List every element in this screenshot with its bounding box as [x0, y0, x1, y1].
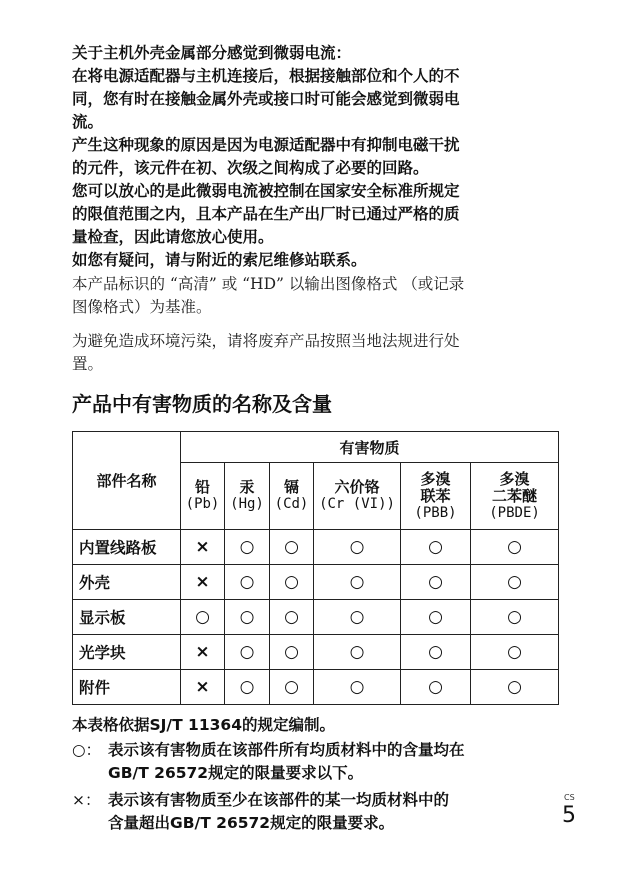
notice-line: 量检查，因此请您放心使用。 — [72, 228, 274, 246]
content-mark: × — [181, 565, 225, 600]
content-mark: ○ — [225, 565, 270, 600]
substance-symbol: (Hg) — [230, 496, 264, 512]
hd-note-line: 本产品标识的 “高清” 或 “HD” 以输出图像格式 （或记录 — [72, 275, 465, 293]
content-mark: ○ — [471, 670, 559, 705]
substance-header-pbb — [401, 463, 471, 530]
content-mark: ○ — [270, 635, 314, 670]
notice-line: 流。 — [72, 113, 104, 131]
substance-header-cadmium — [270, 463, 314, 530]
substance-name-2: 二苯醚 — [492, 486, 538, 505]
notice-line: 同，您有时在接触金属外壳或接口时可能会感觉到微弱电 — [72, 90, 460, 108]
part-name: 光学块 — [73, 635, 181, 670]
table-row — [73, 635, 559, 670]
table-row — [73, 600, 559, 635]
legend-circle-text-1: 表示该有害物质在该部件所有均质材料中的含量均在 — [108, 741, 465, 759]
legend-circle-text-2: GB/T 26572规定的限量要求以下。 — [108, 764, 364, 782]
page-number: 5 — [562, 803, 576, 828]
section-title: 产品中有害物质的名称及含量 — [72, 392, 332, 416]
content-mark: ○ — [225, 600, 270, 635]
content-mark: ○ — [225, 530, 270, 565]
content-mark: ○ — [401, 530, 471, 565]
substance-header-chromium — [314, 463, 401, 530]
substance-header-lead — [181, 463, 225, 530]
notice-line: 如您有疑问，请与附近的索尼维修站联系。 — [72, 251, 367, 269]
substance-name-2: 联苯 — [420, 486, 451, 505]
substance-symbol: (PBB) — [414, 504, 457, 521]
environment-note — [72, 330, 550, 376]
part-name: 外壳 — [73, 565, 181, 600]
content-mark: ○ — [401, 670, 471, 705]
part-name-header: 部件名称 — [73, 432, 181, 530]
substance-group-header: 有害物质 — [181, 432, 559, 463]
leakage-current-notice — [72, 42, 550, 272]
table-row — [73, 565, 559, 600]
notice-line: 的限值范围之内，且本产品在生产出厂时已通过严格的质 — [72, 205, 460, 223]
content-mark: ○ — [401, 600, 471, 635]
part-name: 内置线路板 — [73, 530, 181, 565]
part-name: 附件 — [73, 670, 181, 705]
content-mark: ○ — [314, 530, 401, 565]
notice-line: 关于主机外壳金属部分感觉到微弱电流： — [72, 44, 352, 62]
content-mark: × — [181, 530, 225, 565]
substance-symbol: (Cd) — [274, 496, 309, 512]
part-name: 显示板 — [73, 600, 181, 635]
content-mark: ○ — [401, 565, 471, 600]
content-mark: ○ — [401, 635, 471, 670]
env-note-line: 置。 — [72, 355, 104, 373]
content-mark: ○ — [314, 670, 401, 705]
content-mark: ○ — [270, 530, 314, 565]
content-mark: ○ — [270, 565, 314, 600]
content-mark: ○ — [270, 600, 314, 635]
substance-header-pbde — [471, 463, 559, 530]
content-mark: ○ — [471, 635, 559, 670]
substance-name: 镉 — [283, 478, 299, 496]
notice-line: 产生这种现象的原因是因为电源适配器中有抑制电磁干扰 — [72, 136, 460, 154]
content-mark: ○ — [225, 670, 270, 705]
substance-symbol: (PBDE) — [489, 504, 540, 521]
table-legend — [72, 714, 552, 835]
content-mark: ○ — [181, 600, 225, 635]
legend-cross — [72, 789, 552, 812]
table-row — [73, 670, 559, 705]
content-mark: ○ — [225, 635, 270, 670]
legend-cross-cont — [72, 812, 552, 835]
substance-name: 汞 — [239, 478, 255, 496]
substance-name: 六价铬 — [334, 478, 380, 496]
content-mark: ○ — [314, 635, 401, 670]
substance-symbol: (Cr (VI)) — [319, 496, 395, 512]
content-mark: ○ — [270, 670, 314, 705]
content-mark: × — [181, 670, 225, 705]
content-mark: ○ — [314, 600, 401, 635]
hd-note-line: 图像格式）为基准。 — [72, 298, 212, 316]
notice-line: 的元件，该元件在初、次级之间构成了必要的回路。 — [72, 159, 429, 177]
legend-cross-text-2: 含量超出GB/T 26572规定的限量要求。 — [108, 814, 395, 832]
substance-name: 多溴 — [499, 469, 530, 488]
content-mark: × — [181, 635, 225, 670]
legend-circle-cont — [72, 762, 552, 785]
substance-name: 多溴 — [420, 469, 451, 488]
hd-format-note — [72, 273, 550, 319]
language-badge: CS — [564, 793, 575, 802]
content-mark: ○ — [471, 530, 559, 565]
notice-line: 在将电源适配器与主机连接后，根据接触部位和个人的不 — [72, 67, 460, 85]
cross-symbol: ×： — [72, 791, 101, 809]
content-mark: ○ — [471, 565, 559, 600]
content-mark: ○ — [314, 565, 401, 600]
circle-symbol: ○： — [72, 741, 102, 759]
legend-circle — [72, 739, 552, 762]
notice-line: 您可以放心的是此微弱电流被控制在国家安全标准所规定 — [72, 182, 460, 200]
legend-basis: 本表格依据SJ/T 11364的规定编制。 — [72, 716, 335, 734]
table-row — [73, 530, 559, 565]
substance-name: 铅 — [194, 478, 210, 496]
substance-symbol: (Pb) — [185, 496, 220, 512]
env-note-line: 为避免造成环境污染，请将废弃产品按照当地法规进行处 — [72, 332, 460, 350]
legend-cross-text-1: 表示该有害物质至少在该部件的某一均质材料中的 — [108, 791, 450, 809]
substance-header-mercury — [225, 463, 270, 530]
content-mark: ○ — [471, 600, 559, 635]
hazardous-substance-table — [72, 431, 559, 705]
